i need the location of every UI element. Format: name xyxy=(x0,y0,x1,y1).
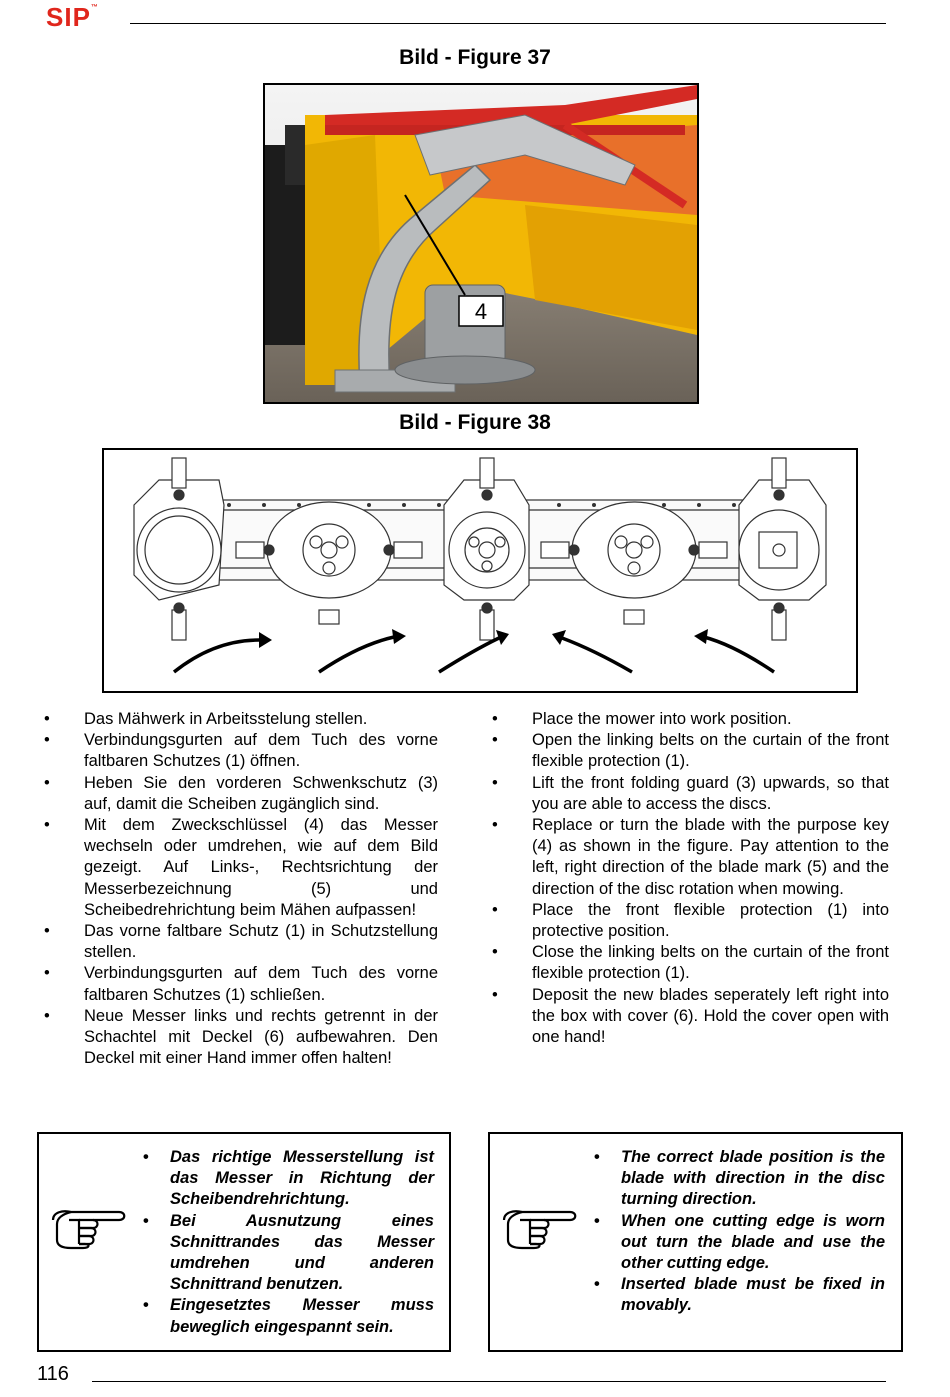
note-item: • The correct blade position is the blade with direction in the disc turning direction. xyxy=(594,1148,885,1209)
list-item: • Heben Sie den vorderen Schwenkschutz (3) auf, damit die Scheiben zugänglich sind. xyxy=(44,773,438,813)
list-item: • Place the front flexible protection (1) into protective position. xyxy=(492,900,889,941)
note-item: • Inserted blade must be fixed in movably. xyxy=(594,1275,885,1315)
figure-37-callout: 4 xyxy=(474,299,488,324)
list-item: • Das Mähwerk in Arbeitsstelung stellen. xyxy=(44,710,368,728)
list-item: • Verbindungsgurten auf dem Tuch des vorne faltbaren Schutzes (1) öffnen. xyxy=(44,731,438,771)
list-item: • Mit dem Zweckschlüssel (4) das Messer wechseln oder umdrehen, wie auf dem Bild gezeigt. Auf Links-, Rechtsrichtung der Messerbezeichnung (5) und Scheibedrehrichtung beim Mähen aufpassen! xyxy=(44,816,438,919)
list-item: • Das vorne faltbare Schutz (1) in Schutzstellung stellen. xyxy=(44,922,438,962)
note-item: • Das richtige Messerstellung ist das Messer in Richtung der Scheibendrehrichtung. xyxy=(143,1148,434,1209)
figure-37-photo xyxy=(263,83,699,404)
note-item: • Bei Ausnutzung eines Schnittrandes das Messer umdrehen und anderen Schnittrand benutzen. xyxy=(143,1211,434,1294)
list-item: • Close the linking belts on the curtain of the front flexible protection (1). xyxy=(492,943,889,983)
list-item: • Neue Messer links und rechts getrennt in der Schachtel mit Deckel (6) aufbewahren. Den Deckel mit einer Hand immer offen halten! xyxy=(44,1006,438,1068)
figure-38-title: Bild - Figure 38 xyxy=(399,411,551,434)
header-rule xyxy=(130,23,886,24)
pointing-hand-icon xyxy=(500,1202,580,1252)
footer-rule xyxy=(92,1381,886,1382)
list-item: • Verbindungsgurten auf dem Tuch des vorne faltbaren Schutzes (1) schließen. xyxy=(44,964,438,1004)
list-item: • Deposit the new blades seperately left right into the box with cover (6). Hold the cover open with one hand! xyxy=(492,985,889,1047)
figure-37-title: Bild - Figure 37 xyxy=(399,46,551,69)
list-item: • Lift the front folding guard (3) upwards, so that you are able to access the discs. xyxy=(492,773,889,813)
list-item: • Open the linking belts on the curtain of the front flexible protection (1). xyxy=(492,731,889,771)
sip-logo: SIP™ xyxy=(46,2,99,32)
instructions-english xyxy=(492,709,889,1048)
figure-38-diagram xyxy=(102,448,858,693)
note-item: • When one cutting edge is worn out turn the blade and use the other cutting edge. xyxy=(594,1211,885,1273)
note-box-english xyxy=(488,1132,903,1352)
note-box-german xyxy=(37,1132,451,1352)
pointing-hand-icon xyxy=(49,1202,129,1252)
page-number: 116 xyxy=(37,1363,69,1385)
list-item: • Replace or turn the blade with the purpose key (4) as shown in the figure. Pay attention to the left, right direction of the blade mark (5) and the direction of the disc rotation when mowing. xyxy=(492,816,889,898)
instructions-german xyxy=(44,709,438,1069)
list-item: • Place the mower into work position. xyxy=(492,710,792,728)
note-item: • Eingesetztes Messer muss beweglich eingespannt sein. xyxy=(143,1296,434,1336)
